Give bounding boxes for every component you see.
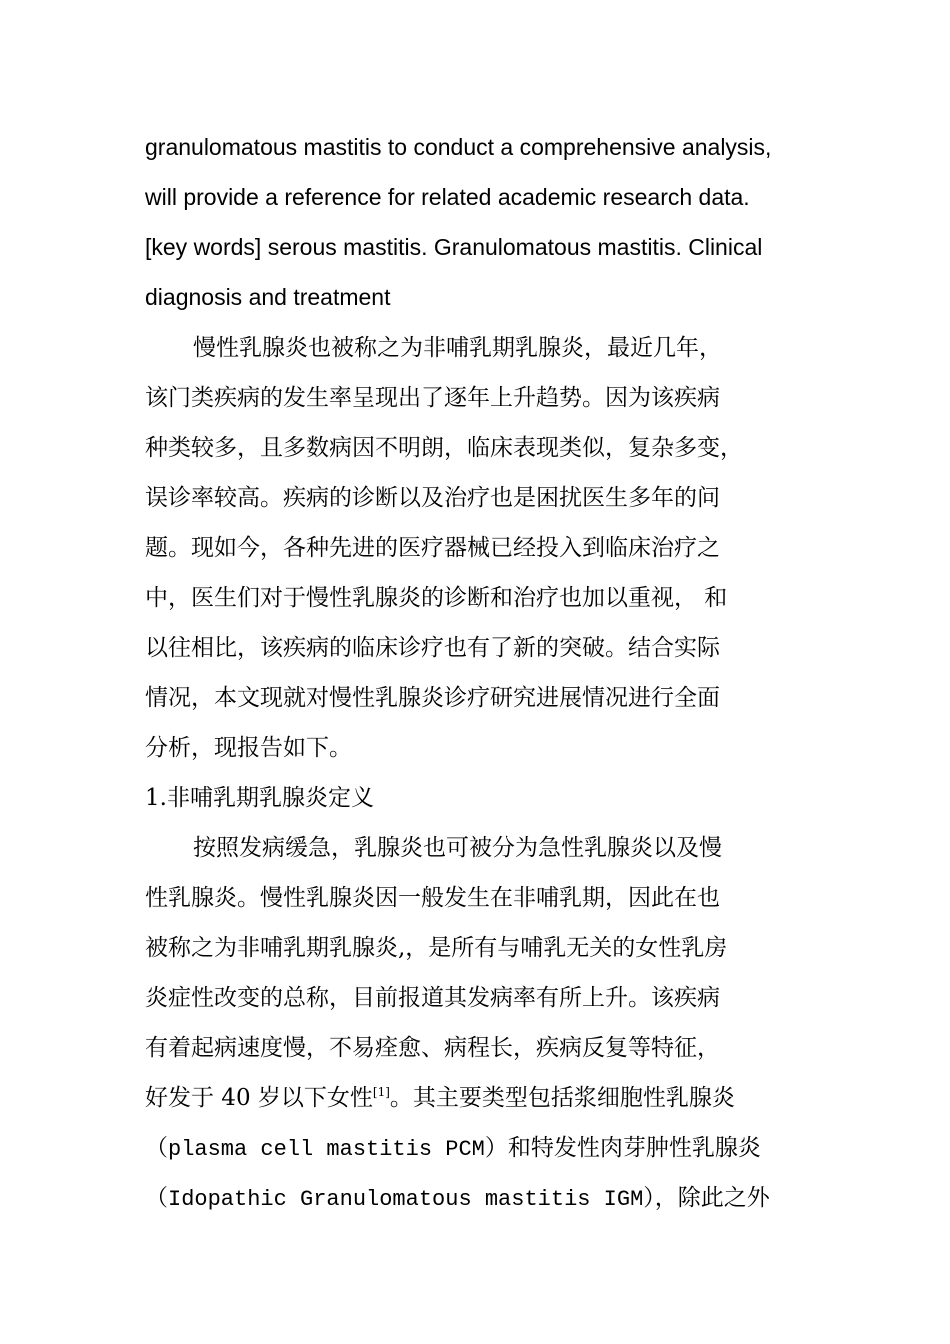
intro-paragraph-line: 分析，现报告如下。 (145, 735, 352, 761)
abstract-line-1: granulomatous mastitis to conduct a comprehensive analysis, (145, 134, 772, 160)
intro-paragraph-line: 该门类疾病的发生率呈现出了逐年上升趋势。因为该疾病 (145, 385, 720, 411)
intro-paragraph-line: 以往相比，该疾病的临床诊疗也有了新的突破。结合实际 (145, 635, 720, 661)
intro-paragraph-line: 种类较多，且多数病因不明朗，临床表现类似，复杂多变， (145, 435, 743, 461)
intro-paragraph-line: 情况，本文现就对慢性乳腺炎诊疗研究进展情况进行全面 (145, 685, 720, 711)
section-text: 。其主要类型包括浆细胞性乳腺炎 (389, 1085, 735, 1111)
keywords-line-continued: diagnosis and treatment (145, 284, 391, 310)
intro-paragraph-line: 题。现如今，各种先进的医疗器械已经投入到临床治疗之 (145, 535, 720, 561)
section-paragraph-line: 按照发病缓急，乳腺炎也可被分为急性乳腺炎以及慢 (193, 835, 722, 861)
section-paragraph-line: 被称之为非哺乳期乳腺炎,，是所有与哺乳无关的女性乳房 (145, 935, 728, 961)
section-paragraph-line (145, 1083, 735, 1113)
keywords-line: [key words] serous mastitis. Granulomatous mastitis. Clinical (145, 234, 763, 260)
section-text: ）和特发性肉芽肿性乳腺炎 (484, 1135, 761, 1161)
abstract-line-2: will provide a reference for related academic research data. (145, 184, 750, 210)
section-paragraph-line: 有着起病速度慢，不易痊愈、病程长，疾病反复等特征， (145, 1035, 720, 1061)
section-heading: 1.非哺乳期乳腺炎定义 (145, 785, 374, 811)
section-paragraph-line (145, 1133, 761, 1165)
citation-reference[interactable]: [1] (372, 1085, 390, 1099)
section-text: （ (145, 1135, 168, 1161)
section-paragraph-line: 性乳腺炎。慢性乳腺炎因一般发生在非哺乳期，因此在也 (145, 885, 720, 911)
english-term: Idopathic Granulomatous mastitis IGM (168, 1187, 644, 1212)
intro-paragraph-line: 误诊率较高。疾病的诊断以及治疗也是困扰医生多年的问 (145, 485, 720, 511)
intro-paragraph-line: 中，医生们对于慢性乳腺炎的诊断和治疗也加以重视， 和 (145, 585, 728, 611)
intro-paragraph-line: 慢性乳腺炎也被称之为非哺乳期乳腺炎，最近几年， (193, 335, 722, 361)
section-paragraph-line (145, 1183, 770, 1215)
section-text: 好发于 40 岁以下女性 (145, 1085, 373, 1111)
section-text: （ (145, 1185, 168, 1211)
section-text: ），除此之外 (643, 1185, 770, 1211)
english-term: plasma cell mastitis PCM (168, 1137, 485, 1162)
section-paragraph-line: 炎症性改变的总称，目前报道其发病率有所上升。该疾病 (145, 985, 720, 1011)
